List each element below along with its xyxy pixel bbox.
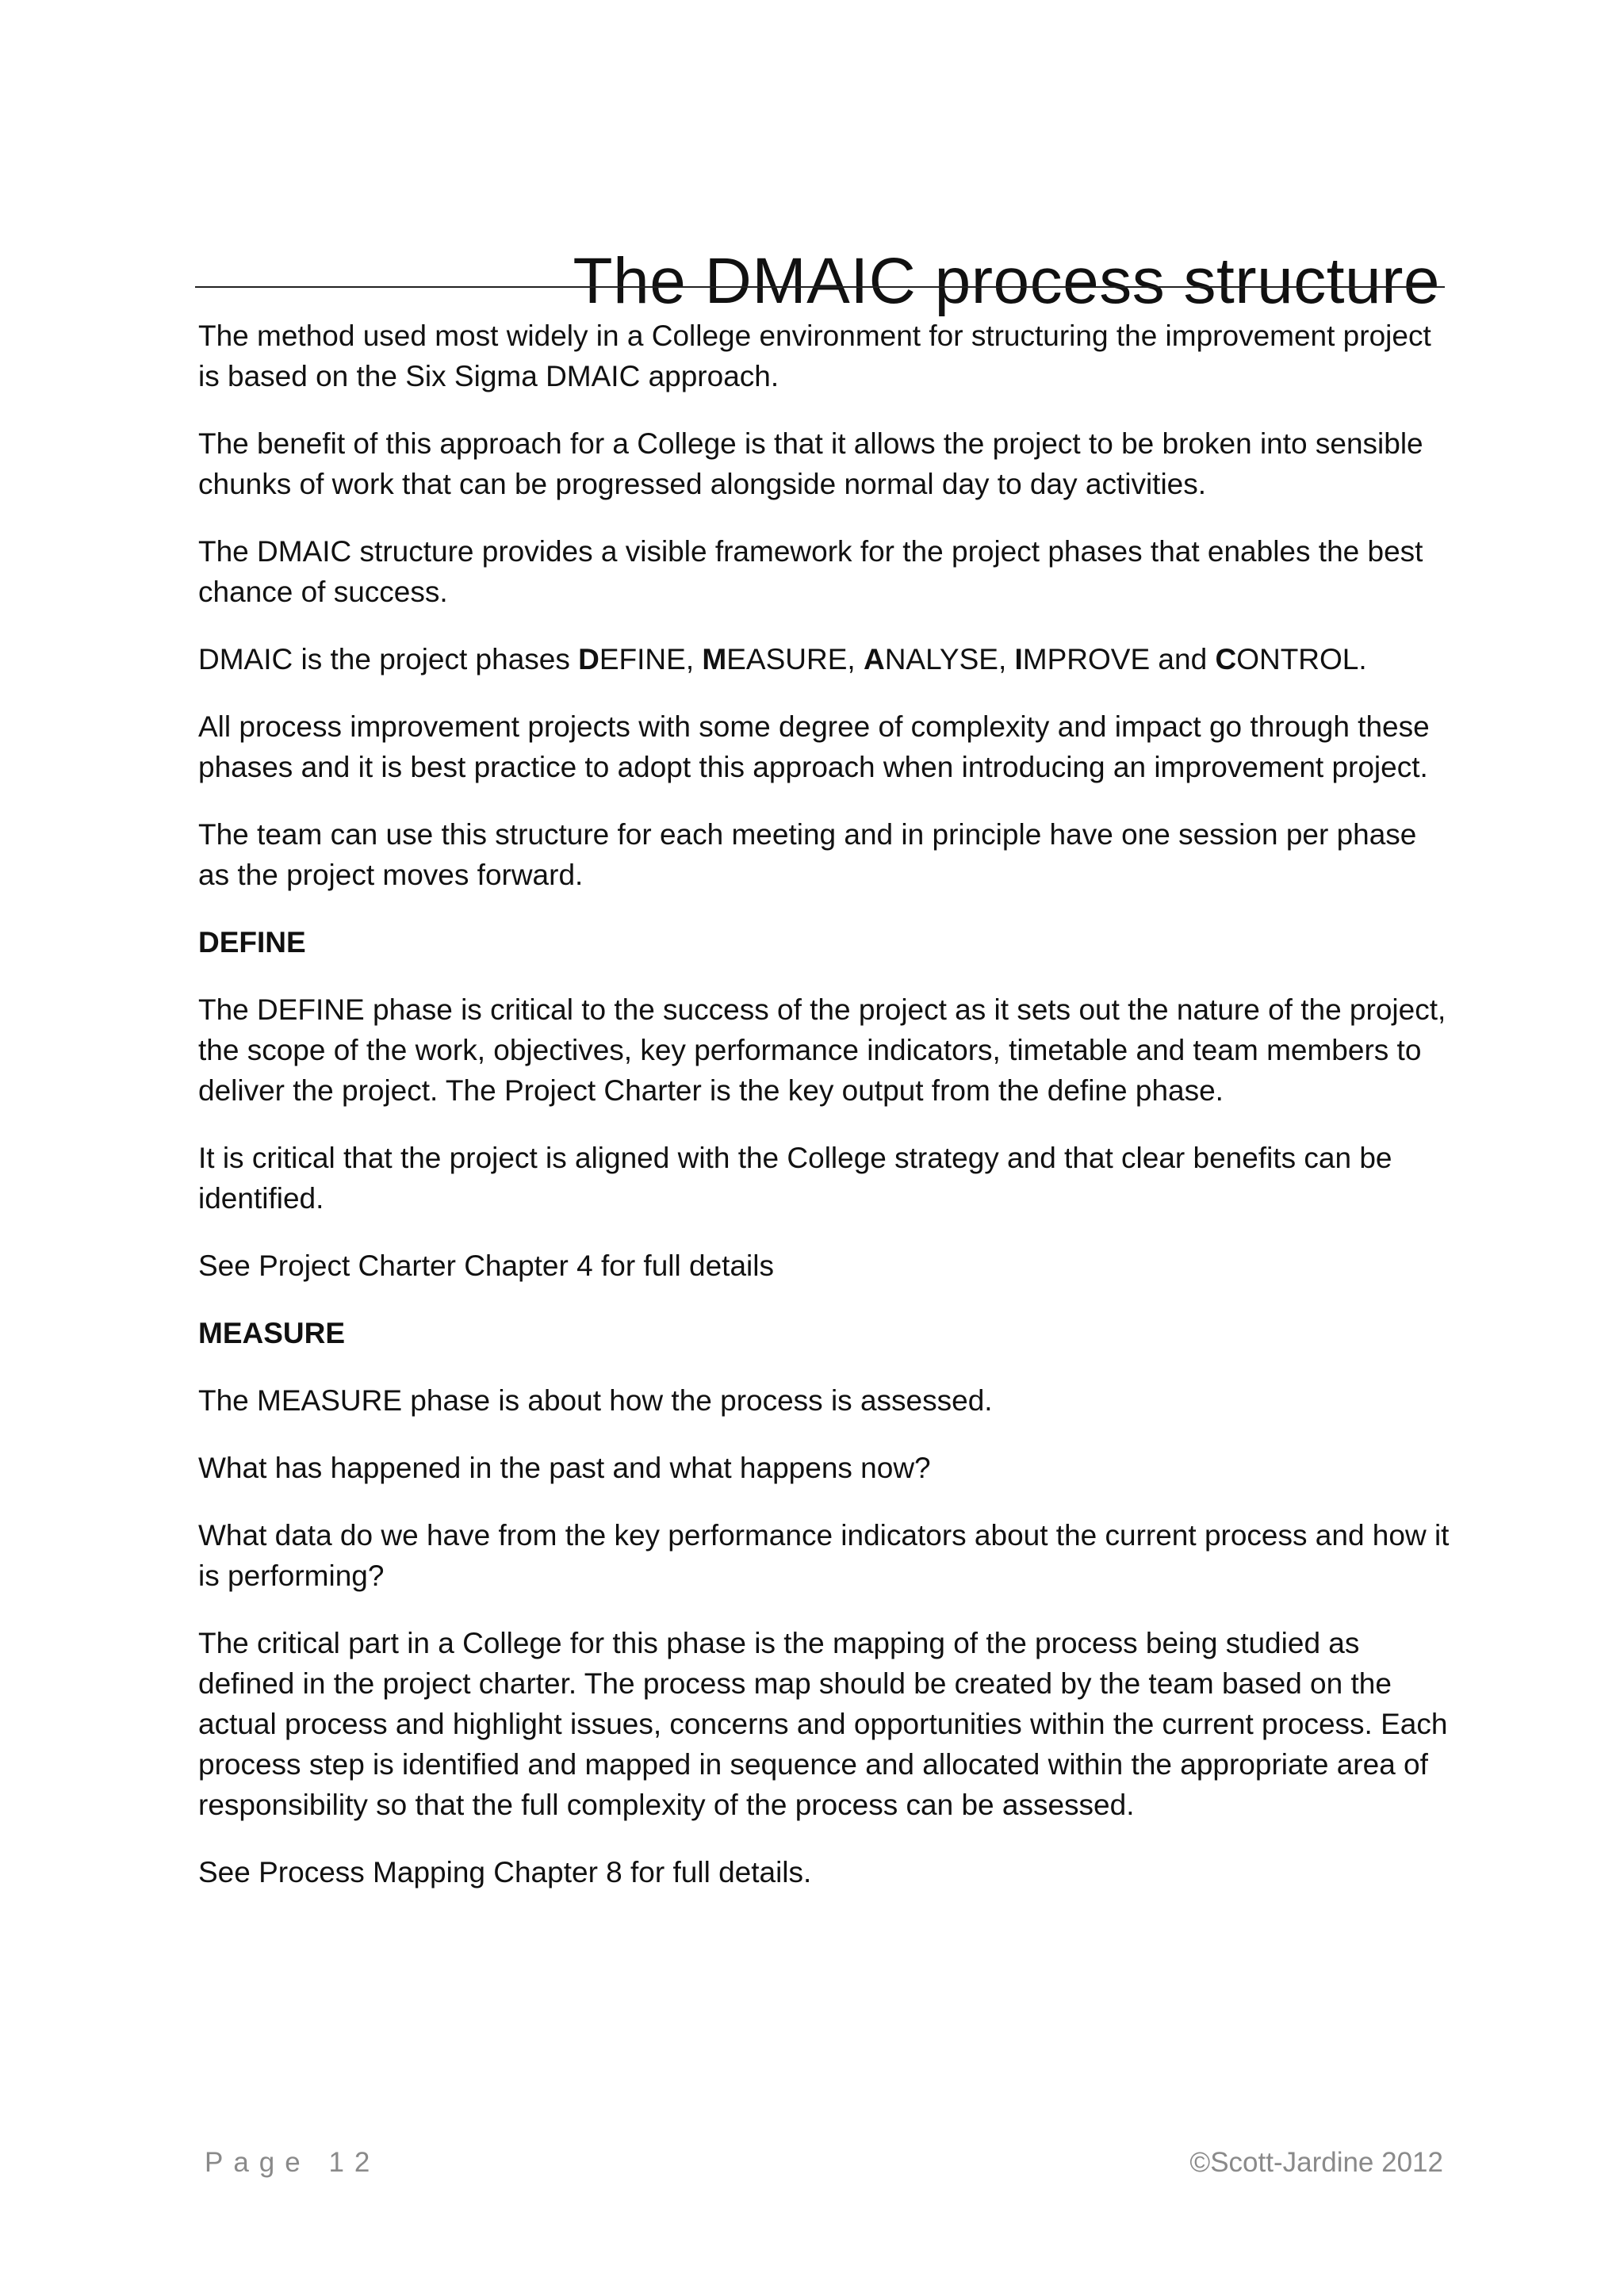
paragraph-kpi-data: What data do we have from the key performance indicators about the current process and how it is performing? <box>198 1519 1450 1592</box>
define-initial: D <box>578 643 599 675</box>
measure-heading: MEASURE <box>198 1317 346 1349</box>
measure-initial: M <box>702 643 727 675</box>
title-underline <box>195 286 1445 288</box>
paragraph-process-mapping: The critical part in a College for this phase is the mapping of the process being studied as defined in the project charter. The process map should be created by the team based on the actual process and highlight issues, concerns and opportunities within the current process. Each process step is identified and mapped in sequence and allocated within the appropriate area of responsibility so that the full complexity of the process can be assessed. <box>198 1627 1448 1821</box>
paragraph-measure-phase: The MEASURE phase is about how the process is assessed. <box>198 1384 993 1417</box>
improve-initial: I <box>1014 643 1023 675</box>
paragraph-benefit: The benefit of this approach for a College is that it allows the project to be broken into sensible chunks of work that can be progressed alongside normal day to day activities. <box>198 427 1423 500</box>
footer-page-number: Page 12 <box>205 2147 381 2178</box>
phases-lead-text: DMAIC is the project phases <box>198 643 579 675</box>
define-heading: DEFINE <box>198 926 306 959</box>
analyse-initial: A <box>863 643 885 675</box>
paragraph-mapping-reference: See Process Mapping Chapter 8 for full details. <box>198 1856 812 1888</box>
paragraph-define-phase: The DEFINE phase is critical to the success of the project as it sets out the nature of the project, the scope of the work, objectives, key performance indicators, timetable and team members to deliver the project. The Project Charter is the key output from the define phase. <box>198 993 1446 1107</box>
paragraph-team-sessions: The team can use this structure for each meeting and in principle have one session per phase as the project moves forward. <box>198 818 1417 891</box>
paragraph-intro: The method used most widely in a College environment for structuring the improvement project is based on the Six Sigma DMAIC approach. <box>198 320 1431 392</box>
paragraph-best-practice: All process improvement projects with some degree of complexity and impact go through these phases and it is best practice to adopt this approach when introducing an improvement project. <box>198 710 1430 783</box>
improve-rest: MPROVE and <box>1022 643 1216 675</box>
paragraph-past-now: What has happened in the past and what happens now? <box>198 1452 931 1484</box>
measure-rest: EASURE, <box>726 643 864 675</box>
paragraph-framework: The DMAIC structure provides a visible framework for the project phases that enables the best chance of success. <box>198 535 1423 608</box>
analyse-rest: NALYSE, <box>884 643 1015 675</box>
body-content <box>198 316 1451 1919</box>
define-rest: EFINE, <box>599 643 703 675</box>
control-rest: ONTROL. <box>1236 643 1367 675</box>
paragraph-strategy-alignment: It is critical that the project is aligned with the College strategy and that clear benefits can be identified. <box>198 1142 1392 1215</box>
page-title: The DMAIC process structure <box>573 244 1440 317</box>
paragraph-dmaic-phases <box>198 639 1451 679</box>
footer-copyright: ©Scott-Jardine 2012 <box>1189 2147 1443 2178</box>
paragraph-charter-reference: See Project Charter Chapter 4 for full details <box>198 1249 774 1282</box>
control-initial: C <box>1215 643 1237 675</box>
